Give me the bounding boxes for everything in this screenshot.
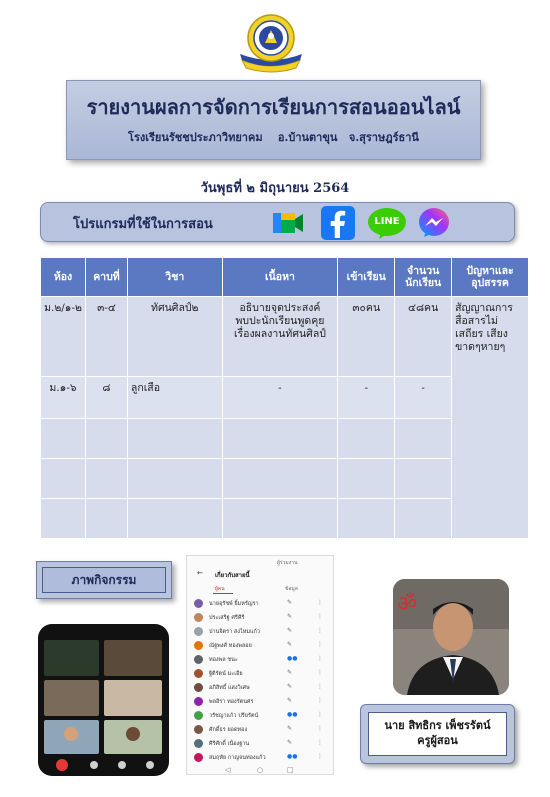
cell-attend: -: [338, 377, 395, 419]
tab-people: ผู้คน: [215, 586, 225, 592]
programs-label: โปรแกรมที่ใช้ในการสอน: [73, 217, 213, 232]
report-title: รายงานผลการจัดการเรียนการสอนออนไลน์: [86, 95, 461, 119]
participant-list-screenshot: [186, 555, 334, 775]
list-item: ฐิติรัตน์ มะเอีย ✎ ⋮: [191, 668, 331, 680]
col-room: ห้อง: [41, 258, 86, 297]
col-content: เนื้อหา: [222, 258, 338, 297]
video-call-screenshot: [38, 624, 169, 776]
messenger-icon: [417, 206, 451, 240]
report-title-box: [66, 80, 481, 160]
line-icon: [367, 206, 407, 240]
list-item: ประเสริฐ ศรีคีรี ✎ ⋮: [191, 612, 331, 624]
teacher-role: ครูผู้สอน: [417, 733, 458, 747]
programs-box: [40, 202, 515, 242]
school-info: [67, 128, 480, 146]
school-logo: [236, 10, 306, 74]
cell-room: ม.๒/๑-๒: [41, 297, 86, 377]
list-item: พลอีรา ทองรัตนศร ✎ ⋮: [191, 696, 331, 708]
list-item: ศิริศักดิ์ เนื่องฐาน ✎ ⋮: [191, 738, 331, 750]
report-table: [40, 257, 529, 539]
cell-students: -: [395, 377, 452, 419]
list-item: ทองพล ชนะ ●● ⋮: [191, 654, 331, 666]
cell-period: ๓-๔: [85, 297, 127, 377]
report-date: วันพุธที่ ๒ มิถุนายน 2564: [200, 181, 350, 196]
teacher-name-box: [360, 704, 515, 764]
tab-info: ข้อมูล: [285, 586, 298, 592]
list-item: นายอุรัชพ์ ยิ้มหรัญรา ✎ ⋮: [191, 598, 331, 610]
col-problems: ปัญหาและอุปสรรค: [452, 258, 529, 297]
end-call-icon: [56, 759, 68, 771]
nav-home-icon: ○: [257, 766, 264, 774]
list-item: ศักดิ์ธร ยอดทอง ✎ ⋮: [191, 724, 331, 736]
cell-subject: ลูกเสือ: [127, 377, 222, 419]
list-item: วรัชญาแก้ว ปรียรัตน์ ●● ⋮: [191, 710, 331, 722]
list-item: สมฤทัย กาญจนทองแก้ว ●● ⋮: [191, 752, 331, 764]
teacher-name-card: [368, 712, 507, 756]
back-arrow-icon: ←: [197, 569, 203, 577]
province: จ.สุราษฎร์ธานี: [348, 131, 419, 144]
col-period: คาบที่: [85, 258, 127, 297]
list-item: ปานจิตรา สงไหมแก้ว ✎ ⋮: [191, 626, 331, 638]
table-header-row: [41, 258, 529, 297]
list-item: อภิสิทธิ์ แสงวิเศษ ✎ ⋮: [191, 682, 331, 694]
camera-icon: [90, 761, 98, 769]
cell-students: ๔๘คน: [395, 297, 452, 377]
nav-back-icon: ◁: [225, 766, 231, 774]
teacher-photo: [393, 579, 509, 695]
district: อ.บ้านตาขุน: [277, 131, 338, 144]
col-attend: เข้าเรียน: [338, 258, 395, 297]
table-row: [41, 297, 529, 377]
activity-label: ภาพกิจกรรม: [42, 567, 166, 593]
svg-text:ॐ: ॐ: [397, 592, 418, 617]
more-icon: [146, 761, 154, 769]
col-subject: วิชา: [127, 258, 222, 297]
google-meet-icon: [271, 206, 305, 240]
teacher-name: นาย สิทธิกร เพ็ชรรัตน์: [384, 719, 491, 732]
cell-problems: สัญญาณการสื่อสารไม่เสถียร เสียงขาดๆหายๆ: [452, 297, 529, 539]
cell-content: อธิบายจุดประสงค์ พบปะนักเรียนพูดคุยเรื่องผลงานทัศนศิลป์: [222, 297, 338, 377]
school-name: โรงเรียนรัชชประภาวิทยาคม: [128, 131, 263, 144]
cell-period: ๘: [85, 377, 127, 419]
phone-title: เกี่ยวกับสายนี้: [215, 572, 250, 579]
line-icon-text: LINE: [374, 216, 400, 227]
list-item: ณัฐพงศ์ ทองพลอย ✎ ⋮: [191, 640, 331, 652]
cell-room: ม.๑-๖: [41, 377, 86, 419]
phone-status: ผู้ร่วมงาน: [277, 560, 298, 566]
cell-content: -: [222, 377, 338, 419]
cell-subject: ทัศนศิลป์๒: [127, 297, 222, 377]
mic-icon: [118, 761, 126, 769]
col-students: จำนวนนักเรียน: [395, 258, 452, 297]
nav-recent-icon: □: [287, 766, 294, 774]
activity-box: [36, 561, 172, 599]
facebook-icon: [321, 206, 355, 240]
cell-attend: ๓๐คน: [338, 297, 395, 377]
